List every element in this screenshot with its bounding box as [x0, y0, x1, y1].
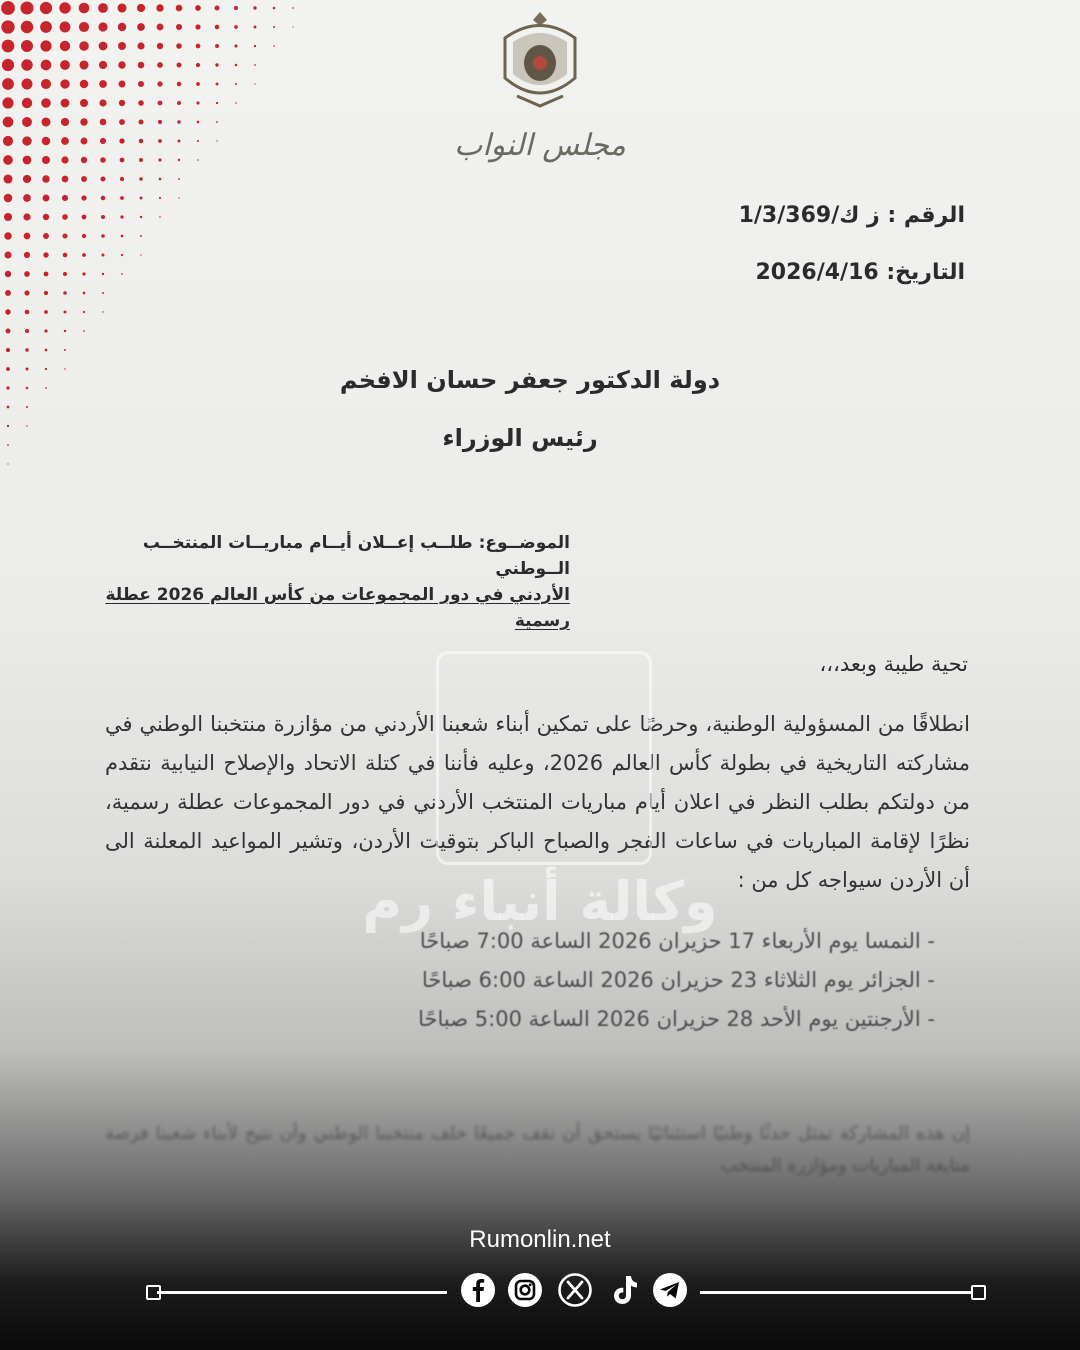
halftone-dot [137, 23, 145, 31]
halftone-dot [24, 290, 29, 295]
halftone-dot [81, 138, 88, 145]
halftone-dot [82, 234, 86, 238]
match-item: - الأرجنتين يوم الأحد 28 حزيران 2026 الساعة 5:00 صباحًا [315, 1000, 935, 1039]
halftone-dot [44, 310, 48, 314]
halftone-dot [99, 80, 107, 88]
halftone-dot [158, 158, 161, 161]
halftone-dot [63, 272, 67, 276]
halftone-dot [23, 194, 31, 202]
halftone-dot [234, 25, 238, 29]
halftone-dot [137, 42, 144, 49]
halftone-dot [60, 79, 69, 88]
halftone-dot [196, 82, 200, 86]
halftone-dot [1, 20, 14, 33]
halftone-dot [158, 139, 162, 143]
halftone-dot [23, 156, 32, 165]
halftone-dot [40, 2, 52, 14]
telegram-icon[interactable] [652, 1272, 688, 1308]
halftone-dot [120, 177, 124, 181]
halftone-dot [216, 121, 218, 123]
halftone-dot [79, 3, 90, 14]
halftone-dot [138, 62, 145, 69]
halftone-dot [79, 60, 88, 69]
halftone-dot [254, 26, 257, 29]
halftone-dot [159, 216, 161, 218]
halftone-dot [100, 176, 105, 181]
halftone-dot [197, 159, 199, 161]
halftone-dot [5, 309, 10, 314]
halftone-dot [102, 311, 103, 312]
halftone-dot [178, 159, 180, 161]
halftone-dot [196, 63, 200, 67]
halftone-dot [157, 81, 162, 86]
halftone-dot [81, 157, 87, 163]
halftone-dot [101, 215, 105, 219]
halftone-dot [24, 252, 30, 258]
halftone-dot [20, 1, 33, 14]
halftone-dot [25, 329, 29, 333]
halftone-dot [62, 214, 68, 220]
halftone-dot [119, 138, 124, 143]
halftone-dot [138, 100, 144, 106]
halftone-dot [1, 1, 15, 15]
halftone-dot [140, 254, 141, 255]
halftone-dot [83, 330, 85, 332]
halftone-dot [102, 254, 105, 257]
halftone-dot [195, 5, 201, 11]
halftone-dot [40, 21, 52, 33]
subject-block [105, 530, 570, 634]
halftone-dot [79, 41, 89, 51]
halftone-dot [25, 348, 29, 352]
halftone-dot [22, 136, 31, 145]
halftone-dot [3, 117, 14, 128]
reference-number: الرقم : ز ك/1/3/369 [738, 203, 965, 228]
halftone-dot [40, 40, 51, 51]
halftone-dot [23, 175, 31, 183]
halftone-dot [22, 98, 32, 108]
halftone-dot [64, 349, 66, 351]
halftone-dot [118, 23, 126, 31]
halftone-dot [23, 213, 30, 220]
halftone-dot [41, 79, 51, 89]
halftone-dot [45, 349, 48, 352]
halftone-dot [99, 99, 106, 106]
halftone-dot [5, 290, 11, 296]
halftone-dot [42, 156, 50, 164]
halftone-dot [98, 3, 108, 13]
halftone-dot [235, 102, 237, 104]
halftone-dot [139, 177, 142, 180]
halftone-dot [44, 291, 48, 295]
halftone-dot [41, 98, 51, 108]
halftone-dot [64, 311, 67, 314]
halftone-dot [235, 83, 237, 85]
halftone-dot [177, 82, 182, 87]
halftone-dot [176, 5, 183, 12]
match-list [315, 922, 935, 1039]
subject-line-1: الموضــوع: طلــب إعــلان أيــام مباريــات المنتخــب الــوطني [142, 533, 570, 579]
recipient-name: دولة الدكتور جعفر حسان الافخم [339, 366, 721, 394]
halftone-dot [99, 42, 108, 51]
halftone-dot [64, 330, 66, 332]
halftone-dot [197, 121, 200, 124]
halftone-dot [121, 235, 124, 238]
halftone-dot [119, 119, 125, 125]
halftone-dot [62, 233, 67, 238]
halftone-dot [216, 140, 217, 141]
site-url[interactable]: Rumonlin.net [469, 1226, 611, 1253]
halftone-dot [22, 79, 33, 90]
halftone-dot [176, 62, 181, 67]
halftone-dot [4, 232, 12, 240]
halftone-dot [2, 59, 14, 71]
halftone-dot [157, 43, 163, 49]
halftone-dot [101, 196, 106, 201]
halftone-dot [215, 6, 220, 11]
halftone-dot [81, 195, 86, 200]
halftone-dot [4, 194, 13, 203]
halftone-dot [4, 213, 12, 221]
halftone-dot [102, 273, 104, 275]
halftone-dot [178, 140, 181, 143]
halftone-dot [82, 215, 87, 220]
halftone-dot [177, 101, 181, 105]
halftone-dot [120, 158, 125, 163]
halftone-dot [138, 81, 144, 87]
halftone-dot [60, 41, 70, 51]
halftone-dot [273, 26, 275, 28]
halftone-dot [7, 406, 10, 409]
halftone-dot [82, 253, 86, 257]
halftone-dot [44, 329, 47, 332]
halftone-dot [216, 102, 218, 104]
halftone-dot [43, 214, 49, 220]
divider-line [700, 1291, 972, 1294]
halftone-dot [176, 24, 182, 30]
divider-line [157, 1291, 447, 1294]
bar-end-marker [971, 1285, 986, 1300]
halftone-dot [254, 45, 256, 47]
halftone-dot [118, 42, 126, 50]
halftone-dot [197, 140, 199, 142]
halftone-dot [25, 310, 30, 315]
halftone-dot [196, 44, 201, 49]
watermark-logo [436, 651, 652, 865]
halftone-dot [80, 80, 89, 89]
halftone-dot [235, 64, 238, 67]
halftone-dot [21, 59, 32, 70]
halftone-dot [254, 64, 256, 66]
halftone-dot [119, 81, 126, 88]
halftone-dot [41, 60, 52, 71]
halftone-dot [60, 60, 70, 70]
halftone-dot [59, 2, 70, 13]
halftone-dot [234, 6, 238, 10]
halftone-dot [159, 178, 162, 181]
facebook-icon[interactable] [460, 1272, 496, 1308]
watermark-text: وكالة أنباء رم [362, 870, 718, 933]
halftone-dot [100, 157, 106, 163]
x-icon[interactable] [557, 1272, 593, 1308]
halftone-dot [159, 197, 161, 199]
halftone-dot [61, 137, 69, 145]
halftone-dot [158, 120, 162, 124]
body-paragraph: انطلاقًا من المسؤولية الوطنية، وحرصًا على تمكين أبناء شعبنا الأردني من مؤازرة منتخبنا الوطني في مشاركته التاريخية في بطولة كأس العالم 2026، وعليه فأننا في كتلة الاتحاد والإصلاح النيابية نتقدم من دولتكم بطلب النظر في اعلان أيام مباريات المنتخب الأردني في دور المجموعات عطلة رسمية، نظرًا لإقامة المباريات في ساعات الفجر والصباح الباكر بتوقيت الأردن، وتشير المواعيد المعلنة الى أن الأردن سيواجه كل من : [105, 712, 970, 892]
halftone-dot [99, 61, 107, 69]
halftone-dot [156, 4, 163, 11]
halftone-dot [43, 195, 50, 202]
halftone-dot [177, 120, 180, 123]
recipient-title: رئيس الوزراء [442, 424, 598, 452]
halftone-dot [195, 24, 200, 29]
halftone-dot [196, 101, 199, 104]
halftone-dot [157, 24, 164, 31]
halftone-dot [3, 136, 13, 146]
halftone-dot [61, 99, 70, 108]
halftone-dot [60, 22, 71, 33]
jordan-emblem-icon [495, 8, 585, 113]
halftone-dot [22, 117, 32, 127]
halftone-dot [102, 292, 104, 294]
halftone-dot [83, 311, 85, 313]
halftone-dot [234, 44, 237, 47]
halftone-dot [140, 235, 142, 237]
halftone-dot [3, 155, 13, 165]
halftone-dot [215, 25, 219, 29]
halftone-dot [139, 158, 143, 162]
halftone-dot [216, 83, 219, 86]
tiktok-icon[interactable] [606, 1272, 642, 1308]
halftone-dot [292, 7, 294, 9]
halftone-dot [62, 195, 68, 201]
greeting: تحية طيبة وبعد،،، [819, 652, 968, 676]
halftone-dot [82, 272, 85, 275]
halftone-dot [119, 100, 125, 106]
halftone-dot [273, 45, 275, 47]
halftone-dot [6, 329, 11, 334]
halftone-dot [3, 174, 12, 183]
halftone-dot [42, 175, 50, 183]
halftone-dot [215, 44, 219, 48]
halftone-dot [139, 139, 144, 144]
halftone-dot [292, 26, 293, 27]
match-item: - النمسا يوم الأربعاء 17 حزيران 2026 الساعة 7:00 صباحًا [315, 922, 935, 961]
halftone-dot [215, 63, 218, 66]
halftone-dot [2, 40, 15, 53]
halftone-dot [62, 176, 69, 183]
halftone-dot [254, 83, 255, 84]
halftone-dot [44, 272, 49, 277]
halftone-dot [120, 215, 123, 218]
halftone-dot [21, 21, 34, 34]
halftone-dot [61, 118, 69, 126]
halftone-dot [81, 176, 87, 182]
faded-paragraph: إن هذه المشاركة تمثل حدثًا وطنيًا استثنائيًا يستحق أن نقف جميعًا خلف منتخبنا الوطني وأن نتيح لأبناء شعبنا فرصة متابعة المباريات ومؤازرة المنتخب [105, 1123, 970, 1176]
halftone-dot [63, 291, 67, 295]
halftone-dot [63, 253, 68, 258]
council-name: مجلس النواب [454, 128, 626, 163]
halftone-dot [5, 271, 11, 277]
halftone-dot [178, 178, 180, 180]
halftone-dot [140, 197, 143, 200]
halftone-dot [26, 406, 28, 408]
halftone-dot [41, 117, 50, 126]
halftone-dot [6, 348, 10, 352]
halftone-dot [137, 4, 145, 12]
halftone-dot [2, 78, 14, 90]
halftone-dot [138, 119, 143, 124]
halftone-dot [121, 254, 123, 256]
halftone-dot [43, 233, 49, 239]
halftone-dot [140, 216, 142, 218]
halftone-dot [80, 118, 87, 125]
letter-date: التاريخ: 2026/4/16 [755, 260, 965, 285]
halftone-dot [117, 3, 126, 12]
halftone-dot [61, 156, 68, 163]
halftone-dot [21, 40, 33, 52]
halftone-dot [121, 273, 123, 275]
halftone-dot [120, 196, 124, 200]
halftone-dot [83, 292, 86, 295]
halftone-dot [273, 7, 276, 10]
social-bar [0, 1268, 1080, 1318]
halftone-dot [100, 138, 106, 144]
halftone-dot [100, 119, 107, 126]
halftone-dot [178, 197, 179, 198]
halftone-dot [79, 22, 89, 32]
halftone-dot [118, 61, 125, 68]
halftone-dot [80, 99, 88, 107]
match-item: - الجزائر يوم الثلاثاء 23 حزيران 2026 الساعة 6:00 صباحًا [315, 961, 935, 1000]
halftone-dot [42, 137, 51, 146]
halftone-dot [101, 234, 105, 238]
halftone-dot [2, 97, 13, 108]
halftone-dot [7, 463, 8, 464]
subject-line-2: الأردني في دور المجموعات من كأس العالم 2026 عطلة رسمية [105, 585, 570, 631]
instagram-icon[interactable] [507, 1272, 543, 1308]
halftone-dot [5, 252, 12, 259]
halftone-dot [24, 271, 30, 277]
halftone-dot [98, 22, 107, 31]
halftone-dot [158, 101, 163, 106]
halftone-dot [176, 43, 182, 49]
halftone-dot [43, 252, 48, 257]
halftone-dot [24, 233, 31, 240]
halftone-dot [253, 6, 256, 9]
halftone-dot [157, 62, 163, 68]
